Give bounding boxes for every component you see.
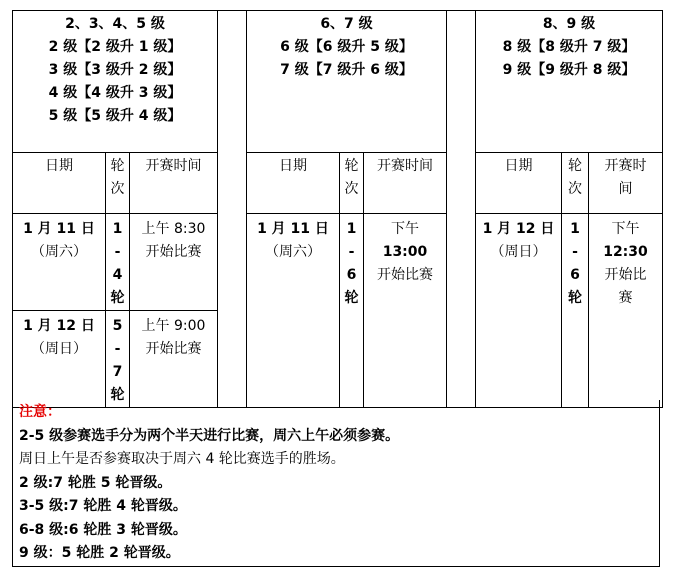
level-line: 2 级【2 级升 1 级】 [48, 39, 182, 55]
group-title: 2、3、4、5 级 [65, 16, 165, 32]
level-line: 6 级【6 级升 5 级】 [280, 39, 413, 55]
schedule-date: 1 月 12 日 （周日） [13, 311, 106, 408]
column-gap [218, 11, 247, 408]
schedule-time: 上午 8:30 开始比赛 [130, 214, 218, 311]
level-line: 5 级【5 级升 4 级】 [48, 108, 182, 124]
level-line: 8 级【8 级升 7 级】 [502, 39, 636, 55]
notes-section [12, 400, 660, 567]
notes-title: 注意： [19, 404, 61, 420]
schedule-date: 1 月 11 日 （周六） [13, 214, 106, 311]
group-header-8-9 [476, 11, 663, 153]
note-line: 6-8 级:6 轮胜 3 轮晋级。 [19, 521, 187, 538]
schedule-date: 1 月 12 日 （周日） [476, 214, 562, 408]
note-line: 3-5 级:7 轮胜 4 轮晋级。 [19, 498, 187, 514]
schedule-time: 下午 13:00 开始比赛 [364, 214, 447, 408]
column-header-round: 轮 次 [562, 153, 589, 214]
note-line: 2-5 级参赛选手分为两个半天进行比赛，周六上午必须参赛。 [19, 427, 400, 444]
note-line: 2 级:7 轮胜 5 轮晋级。 [19, 474, 172, 491]
schedule-date: 1 月 11 日 （周六） [247, 214, 340, 408]
note-line: 9 级：5 轮胜 2 轮晋级。 [19, 545, 180, 561]
level-line: 9 级【9 级升 8 级】 [502, 62, 636, 78]
schedule-round: 1 - 6 轮 [340, 214, 364, 408]
schedule-time: 下午 12:30 开始比 赛 [589, 214, 663, 408]
level-line: 7 级【7 级升 6 级】 [280, 62, 413, 78]
column-header-date: 日期 [247, 153, 340, 214]
level-line: 4 级【4 级升 3 级】 [48, 85, 182, 101]
column-header-time: 开赛时 间 [589, 153, 663, 214]
level-line: 3 级【3 级升 2 级】 [48, 62, 182, 78]
schedule-round: 5 - 7 轮 [106, 311, 130, 408]
group-title: 6、7 级 [320, 16, 373, 32]
schedule-round: 1 - 4 轮 [106, 214, 130, 311]
note-line: 周日上午是否参赛取决于周六 4 轮比赛选手的胜场。 [19, 451, 345, 467]
column-header-date: 日期 [13, 153, 106, 214]
schedule-table [12, 10, 663, 408]
column-header-round: 轮 次 [340, 153, 364, 214]
group-header-6-7 [247, 11, 447, 153]
column-header-round: 轮 次 [106, 153, 130, 214]
group-header-2-5 [13, 11, 218, 153]
schedule-time: 上午 9:00 开始比赛 [130, 311, 218, 408]
column-header-time: 开赛时间 [130, 153, 218, 214]
group-title: 8、9 级 [542, 16, 596, 32]
column-header-date: 日期 [476, 153, 562, 214]
column-header-time: 开赛时间 [364, 153, 447, 214]
column-gap [447, 11, 476, 408]
schedule-round: 1 - 6 轮 [562, 214, 589, 408]
